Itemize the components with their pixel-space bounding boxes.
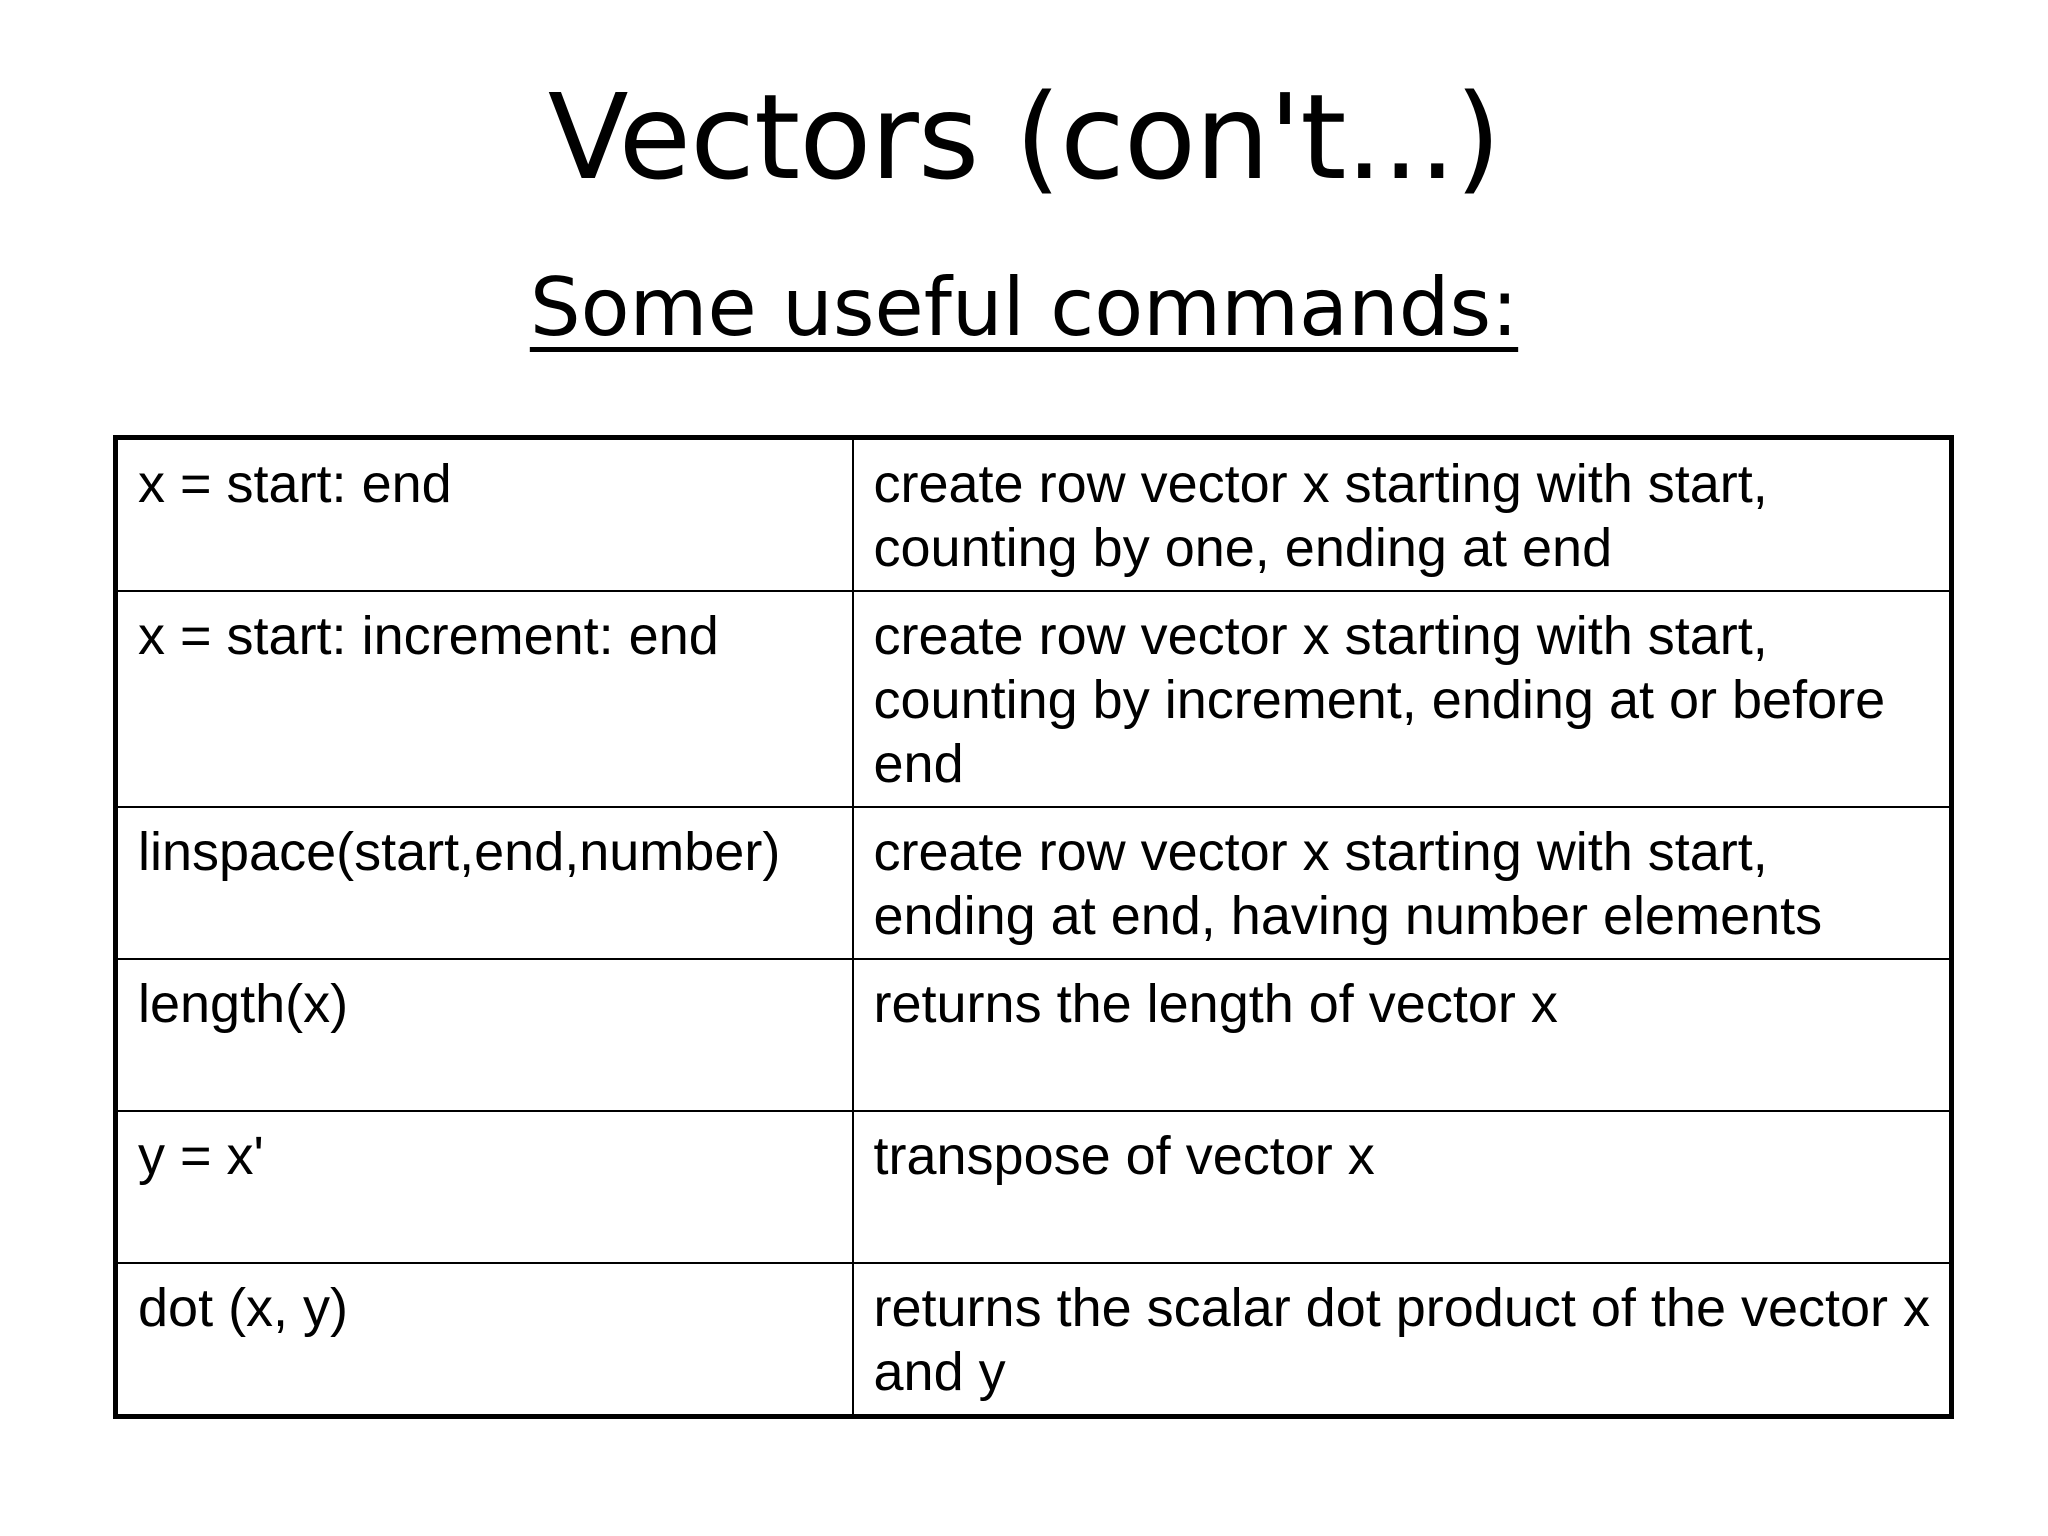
slide-subtitle [0,258,2048,358]
table-row [116,438,1952,592]
command-cell: y = x' [116,1111,853,1263]
table-row [116,807,1952,959]
table-row [116,959,1952,1111]
description-cell: create row vector x starting with start, counting by one, ending at end [853,438,1952,592]
description-cell: returns the scalar dot product of the vector x and y [853,1263,1952,1417]
description-cell: transpose of vector x [853,1111,1952,1263]
command-cell: length(x) [116,959,853,1111]
command-cell: x = start: end [116,438,853,592]
slide-subtitle-text: Some useful commands: [529,261,1519,354]
table-row [116,591,1952,807]
table-row [116,1111,1952,1263]
description-cell: create row vector x starting with start, counting by increment, ending at or before end [853,591,1952,807]
description-cell: returns the length of vector x [853,959,1952,1111]
command-cell: dot (x, y) [116,1263,853,1417]
description-cell: create row vector x starting with start, ending at end, having number elements [853,807,1952,959]
command-cell: x = start: increment: end [116,591,853,807]
commands-table [113,435,1954,1419]
table-row [116,1263,1952,1417]
slide-title: Vectors (con't...) [547,68,1501,206]
command-cell: linspace(start,end,number) [116,807,853,959]
